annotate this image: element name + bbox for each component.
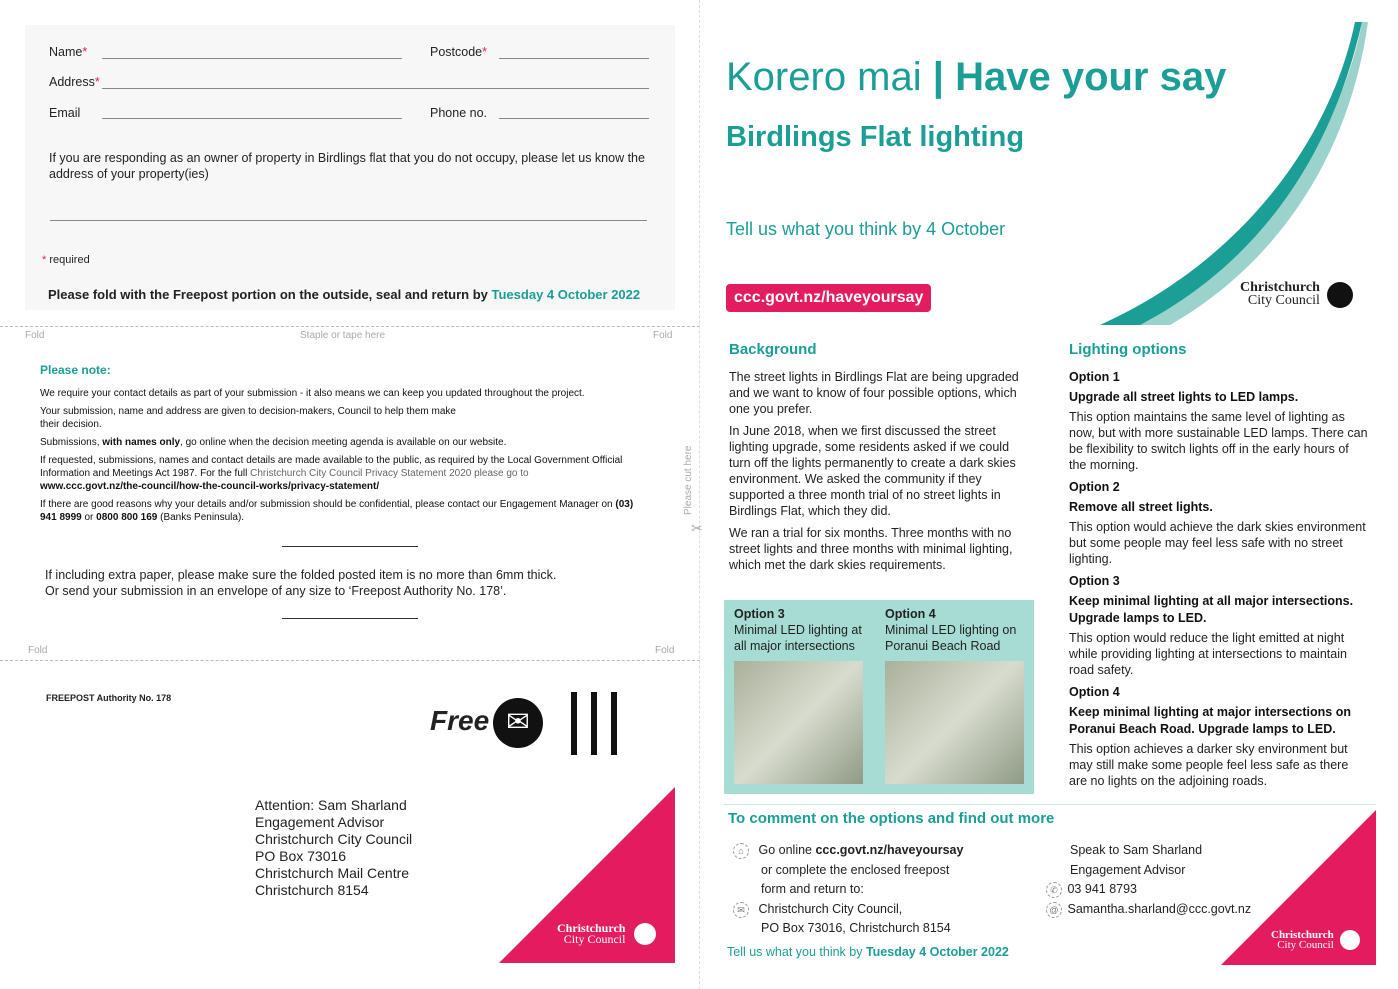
page-title: Korero mai | Have your say [726, 55, 1227, 99]
phone-label: Phone no. [430, 106, 487, 120]
background-text: The street lights in Birdlings Flat are being upgraded and we want to know of four possible options, which one you prefer. In June 2018, when we first discussed the street lighting upgrade, some residents asked if we could turn off the lights permanently to create a dark skies environment. We asked the community if they supported a three month trial of no street lights in Birdlings Flat, which they did. We ran a trial for six months. Three months with no street lights and three months with minimal lighting, which met the dark skies requirements. [729, 370, 1019, 572]
council-logo: Christchurch City Council [557, 921, 626, 946]
comment-deadline: Tell us what you think by Tuesday 4 October 2022 [727, 945, 1009, 959]
free-post-label: Free [430, 705, 490, 736]
note-body: We require your contact details as part of your submission - it also means we can keep you updated throughout the project. Your submission, name and address are given to decision-makers, Council to help them make their decision. Submissions, with names only, go online when the decision meeting agenda is available on our website. If requested, submissions, names and contact details are made available to the public, as required by the Local Government Official Information and Meetings Act 1987. For the full Christchurch City Council Privacy Statement 2020 please go to www.ccc.govt.nz/the-council/how-the-council-works/privacy-statement/ If there are good reasons why your details and/or submission should be confidential, please contact our Engagement Manager on (03) 941 8999 or 0800 800 169 (Banks Peninsula). [40, 388, 634, 523]
name-field[interactable] [102, 58, 402, 59]
haveyoursay-link[interactable]: ccc.govt.nz/haveyoursay [726, 284, 931, 312]
fold-instruction: Please fold with the Freepost portion on the outside, seal and return by Tuesday 4 October 2022 [48, 287, 641, 302]
map-caption: Option 3 Minimal LED lighting at all major intersections [734, 607, 862, 653]
postal-address: Attention: Sam Sharland Engagement Advisor Christchurch City Council PO Box 73016 Christchurch Mail Centre Christchurch 8154 [255, 797, 413, 898]
postcode-field[interactable] [499, 58, 649, 59]
fold-label: Fold [655, 645, 675, 656]
cathedral-logo-icon [634, 923, 656, 945]
fold-line [0, 660, 700, 661]
background-heading: Background [729, 341, 817, 358]
fold-label: Fold [28, 645, 48, 656]
privacy-link[interactable]: www.ccc.govt.nz/the-council/how-the-council-works/privacy-statement/ [40, 481, 380, 492]
email-label: Email [49, 106, 81, 120]
property-address-field[interactable] [50, 220, 647, 221]
divider [282, 546, 418, 547]
address-label: Address* [49, 75, 100, 89]
name-label: Name* [49, 45, 88, 59]
option-4-map-image [885, 661, 1024, 784]
cathedral-logo-icon [1340, 930, 1360, 950]
staple-label: Staple or tape here [300, 330, 386, 341]
comment-heading: To comment on the options and find out more [728, 810, 1055, 827]
envelope-icon: ✉ [493, 698, 543, 748]
council-logo: Christchurch City Council [1271, 929, 1334, 951]
fold-line [0, 326, 700, 327]
scissors-icon: ✂ [691, 520, 703, 536]
cathedral-logo-icon [1327, 282, 1353, 308]
deadline: Tell us what you think by 4 October [726, 219, 1006, 239]
decorative-teal-arc [1100, 22, 1370, 327]
freepost-authority: FREEPOST Authority No. 178 [46, 693, 172, 703]
email-icon: @ [1046, 902, 1062, 918]
email-field[interactable] [102, 118, 402, 119]
owner-note: If you are responding as an owner of property in Birdlings flat that you do not occupy, please let us know the address of your property(ies) [49, 151, 645, 181]
lighting-heading: Lighting options [1069, 341, 1187, 358]
council-logo: Christchurch City Council [1240, 280, 1320, 308]
subtitle: Birdlings Flat lighting [726, 121, 1025, 153]
address-field[interactable] [102, 88, 649, 89]
web-icon: ⌂ [733, 843, 749, 859]
fold-label: Fold [25, 330, 45, 341]
comment-online: ⌂ Go online ccc.govt.nz/haveyoursay or complete the enclosed freepost form and return to: ✉ Christchurch City Council, PO Box 73016, Christchurch 8154 [733, 841, 963, 939]
extra-paper-note: If including extra paper, please make sure the folded posted item is no more than 6mm thick. Or send your submission in an envelope of any size to ‘Freepost Authority No. 178’. [45, 568, 557, 598]
mail-icon: ✉ [733, 902, 749, 918]
divider [282, 618, 418, 619]
required-note: * required [42, 254, 90, 266]
option-3-map-image [734, 661, 863, 784]
lighting-options-list: Option 1 Upgrade all street lights to LED lamps. This option maintains the same level of lighting as now, but with more sustainable LED lamps. There can be flexibility to switch lights off in the early hours of the morning. Option 2 Remove all street lights. This option would achieve the dark skies environment but some people may feel less safe with no street lighting. Option 3 Keep minimal lighting at all major intersections. Upgrade lamps to LED. This option would reduce the light emitted at night while providing lighting at intersections to maintain road safety. Option 4 Keep minimal lighting at major intersections on Poranui Beach Road. Upgrade lamps to LED. This option achieves a darker sky environment but may still make some people feel less safe as there are no lights on the adjoining roads. [1069, 370, 1368, 788]
barcode-icon [571, 692, 617, 755]
map-caption: Option 4 Minimal LED lighting on Poranui Beach Road [885, 607, 1017, 653]
comment-contact: Speak to Sam Sharland Engagement Advisor ✆ 03 941 8793 @ Samantha.sharland@ccc.govt.nz [1046, 841, 1251, 919]
note-title: Please note: [40, 363, 111, 377]
fold-label: Fold [653, 330, 673, 341]
divider [724, 804, 1376, 805]
phone-icon: ✆ [1046, 882, 1062, 898]
postcode-label: Postcode* [430, 45, 487, 59]
cut-line [699, 0, 700, 989]
phone-field[interactable] [499, 118, 649, 119]
cut-label: Please cut here [683, 445, 694, 515]
